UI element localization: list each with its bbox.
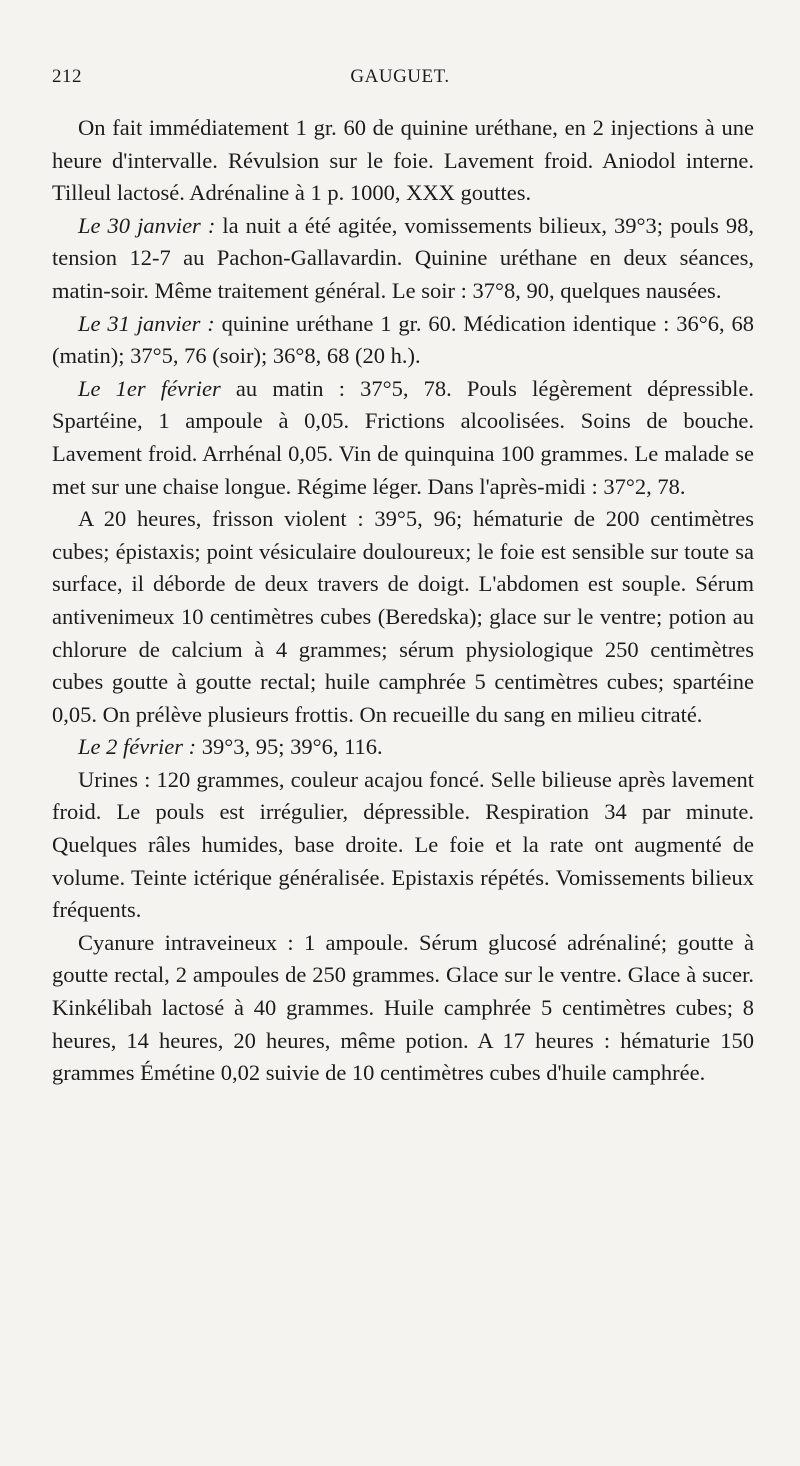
- paragraph: [52, 927, 754, 1090]
- page-number: 212: [52, 66, 82, 87]
- paragraph: [52, 308, 754, 373]
- paragraph: [52, 210, 754, 308]
- running-head: GAUGUET.: [350, 66, 450, 87]
- paragraph: [52, 503, 754, 731]
- date-lead: Le 2 février :: [78, 734, 197, 760]
- paragraph-text: la nuit a été agitée, vomissements bilieux, 39°3; pouls 98, tension 12-7 au Pachon-Gallavardin. Quinine uréthane en deux séances, matin-soir. Même traitement général. Le soir : 37°8, 90, quelques nausées.: [52, 212, 754, 303]
- paragraph-text: Cyanure intraveineux : 1 ampoule. Sérum glucosé adrénaliné; goutte à goutte rectal, 2 ampoules de 250 grammes. Glace sur le ventre. Glace à sucer. Kinkélibah lactosé à 40 grammes. Huile camphrée 5 centimètres cubes; 8 heures, 14 heures, 20 heures, même potion. A 17 heures : hématurie 150 grammes Émétine 0,02 suivie de 10 centimètres cubes d'huile camphrée.: [52, 929, 754, 1086]
- paragraph-text: quinine uréthane 1 gr. 60. Médication identique : 36°6, 68 (matin); 37°5, 76 (soir); 36°8, 68 (20 h.).: [52, 310, 754, 369]
- paragraph-text: Urines : 120 grammes, couleur acajou foncé. Selle bilieuse après lavement froid. Le pouls est irrégulier, dépressible. Respiration 34 par minute. Quelques râles humides, base droite. Le foie et la rate ont augmenté de volume. Teinte ictérique généralisée. Epistaxis répétés. Vomissements bilieux fréquents.: [52, 766, 754, 923]
- date-lead: Le 30 janvier :: [78, 212, 216, 238]
- paragraph: [52, 373, 754, 503]
- page-header: [52, 66, 754, 102]
- date-lead: Le 31 janvier :: [78, 310, 215, 336]
- body-text: [52, 112, 754, 1090]
- date-lead: Le 1er février: [78, 375, 221, 401]
- paragraph-text: On fait immédiatement 1 gr. 60 de quinine uréthane, en 2 injections à une heure d'intervalle. Révulsion sur le foie. Lavement froid. Aniodol interne. Tilleul lactosé. Adrénaline à 1 p. 1000, XXX gouttes.: [52, 115, 754, 206]
- paragraph-text: au matin : 37°5, 78. Pouls légèrement dépressible. Spartéine, 1 ampoule à 0,05. Frictions alcoolisées. Soins de bouche. Lavement froid. Arrhénal 0,05. Vin de quinquina 100 grammes. Le malade se met sur une chaise longue. Régime léger. Dans l'après-midi : 37°2, 78.: [52, 375, 755, 499]
- paragraph-text: 39°3, 95; 39°6, 116.: [196, 734, 383, 760]
- paragraph: [52, 764, 754, 927]
- paragraph: [52, 112, 754, 210]
- paragraph-text: A 20 heures, frisson violent : 39°5, 96; hématurie de 200 centimètres cubes; épistaxis; point vésiculaire douloureux; le foie est sensible sur toute sa surface, il déborde de deux travers de doigt. L'abdomen est souple. Sérum antivenimeux 10 centimètres cubes (Beredska); glace sur le ventre; potion au chlorure de calcium à 4 grammes; sérum physiologique 250 centimètres cubes goutte à goutte rectal; huile camphrée 5 centimètres cubes; spartéine 0,05. On prélève plusieurs frottis. On recueille du sang en milieu citraté.: [52, 506, 754, 727]
- paragraph: [52, 731, 754, 764]
